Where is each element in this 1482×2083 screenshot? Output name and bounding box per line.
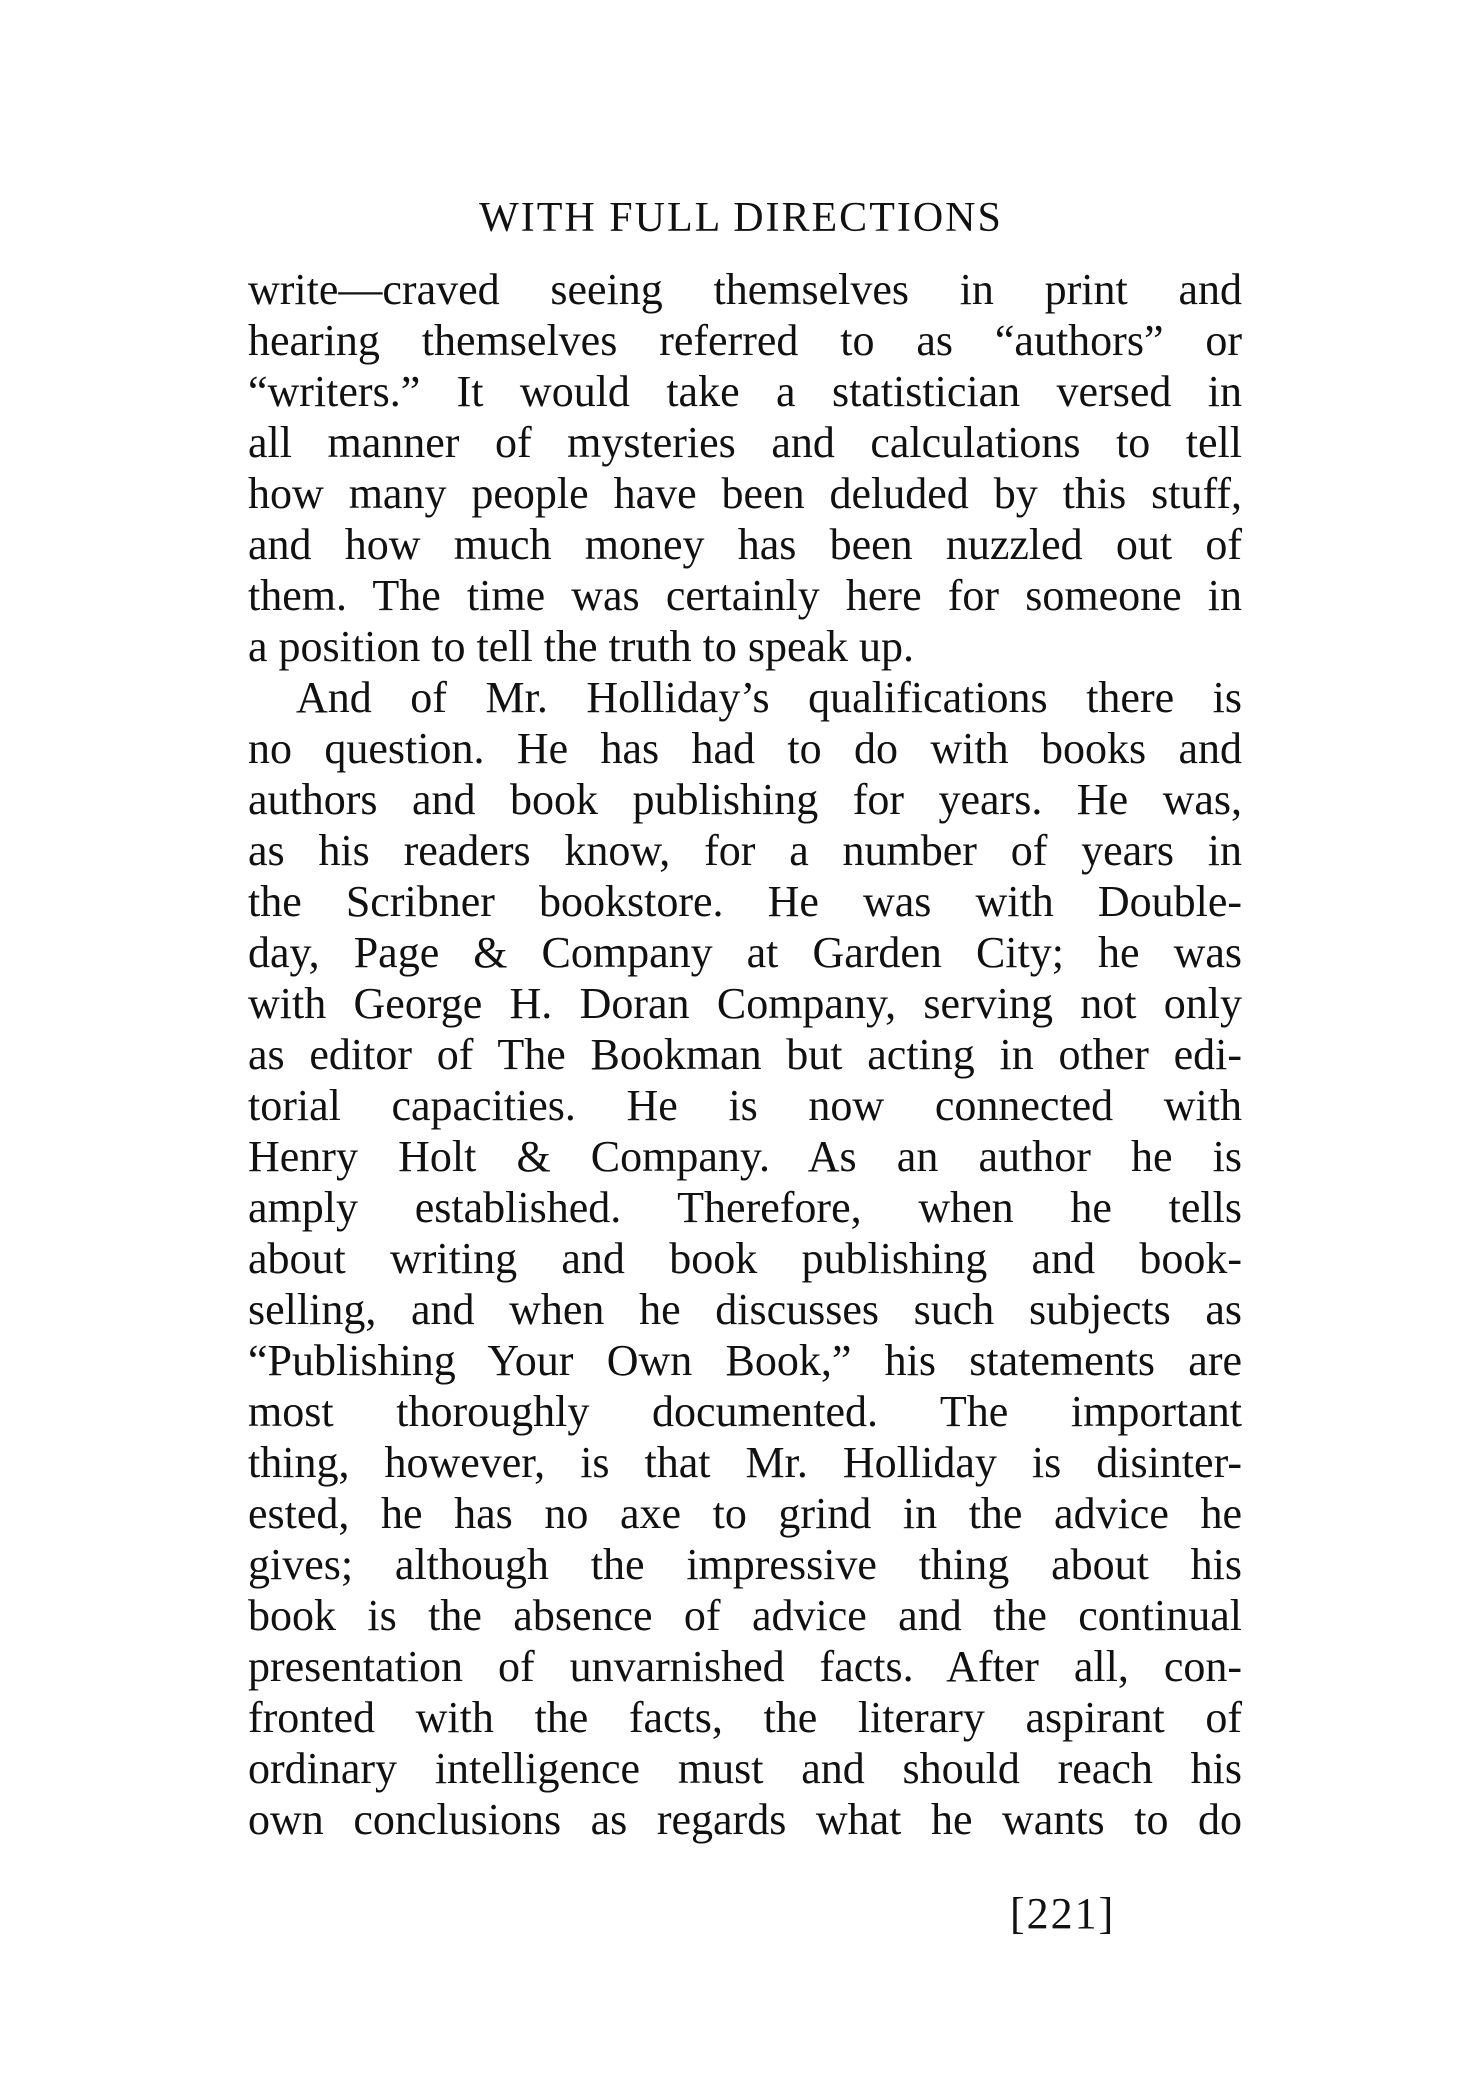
body-text: [248, 264, 1242, 1845]
text-line: how many people have been deluded by this stuff,: [248, 469, 1242, 518]
text-line: day, Page & Company at Garden City; he was: [248, 928, 1242, 977]
text-line: as editor of The Bookman but acting in other edi-: [248, 1030, 1242, 1079]
text-line: all manner of mysteries and calculations to tell: [248, 418, 1242, 467]
page-number: [221]: [1010, 1889, 1116, 1938]
text-line: “Publishing Your Own Book,” his statements are: [248, 1336, 1242, 1385]
text-line: the Scribner bookstore. He was with Double-: [248, 877, 1242, 926]
text-line: most thoroughly documented. The important: [248, 1387, 1242, 1436]
text-line: a position to tell the truth to speak up.: [248, 622, 915, 671]
text-line: Henry Holt & Company. As an author he is: [248, 1132, 1242, 1181]
text-line: thing, however, is that Mr. Holliday is disinter-: [248, 1438, 1242, 1487]
text-line: write—craved seeing themselves in print and: [248, 265, 1242, 314]
text-line: book is the absence of advice and the continual: [248, 1591, 1242, 1640]
text-line: own conclusions as regards what he wants to do: [248, 1795, 1242, 1844]
text-line: amply established. Therefore, when he tells: [248, 1183, 1242, 1232]
text-line: as his readers know, for a number of years in: [248, 826, 1242, 875]
text-line: selling, and when he discusses such subjects as: [248, 1285, 1242, 1334]
text-line: no question. He has had to do with books and: [248, 724, 1242, 773]
text-line: authors and book publishing for years. He was,: [248, 775, 1242, 824]
text-line: “writers.” It would take a statistician versed in: [248, 367, 1242, 416]
text-line: hearing themselves referred to as “authors” or: [248, 316, 1242, 365]
paragraph-start-line: And of Mr. Holliday’s qualifications there is: [296, 673, 1242, 722]
text-line: with George H. Doran Company, serving not only: [248, 979, 1242, 1028]
text-line: them. The time was certainly here for someone in: [248, 571, 1242, 620]
running-head: WITH FULL DIRECTIONS: [479, 195, 1003, 241]
text-line: gives; although the impressive thing about his: [248, 1540, 1242, 1589]
text-line: torial capacities. He is now connected with: [248, 1081, 1242, 1130]
text-line: ested, he has no axe to grind in the advice he: [248, 1489, 1242, 1538]
text-line: fronted with the facts, the literary aspirant of: [248, 1693, 1242, 1742]
text-line: about writing and book publishing and book-: [248, 1234, 1242, 1283]
text-line: presentation of unvarnished facts. After all, con-: [248, 1642, 1242, 1691]
text-line: ordinary intelligence must and should reach his: [248, 1744, 1242, 1793]
text-line: and how much money has been nuzzled out of: [248, 520, 1242, 569]
